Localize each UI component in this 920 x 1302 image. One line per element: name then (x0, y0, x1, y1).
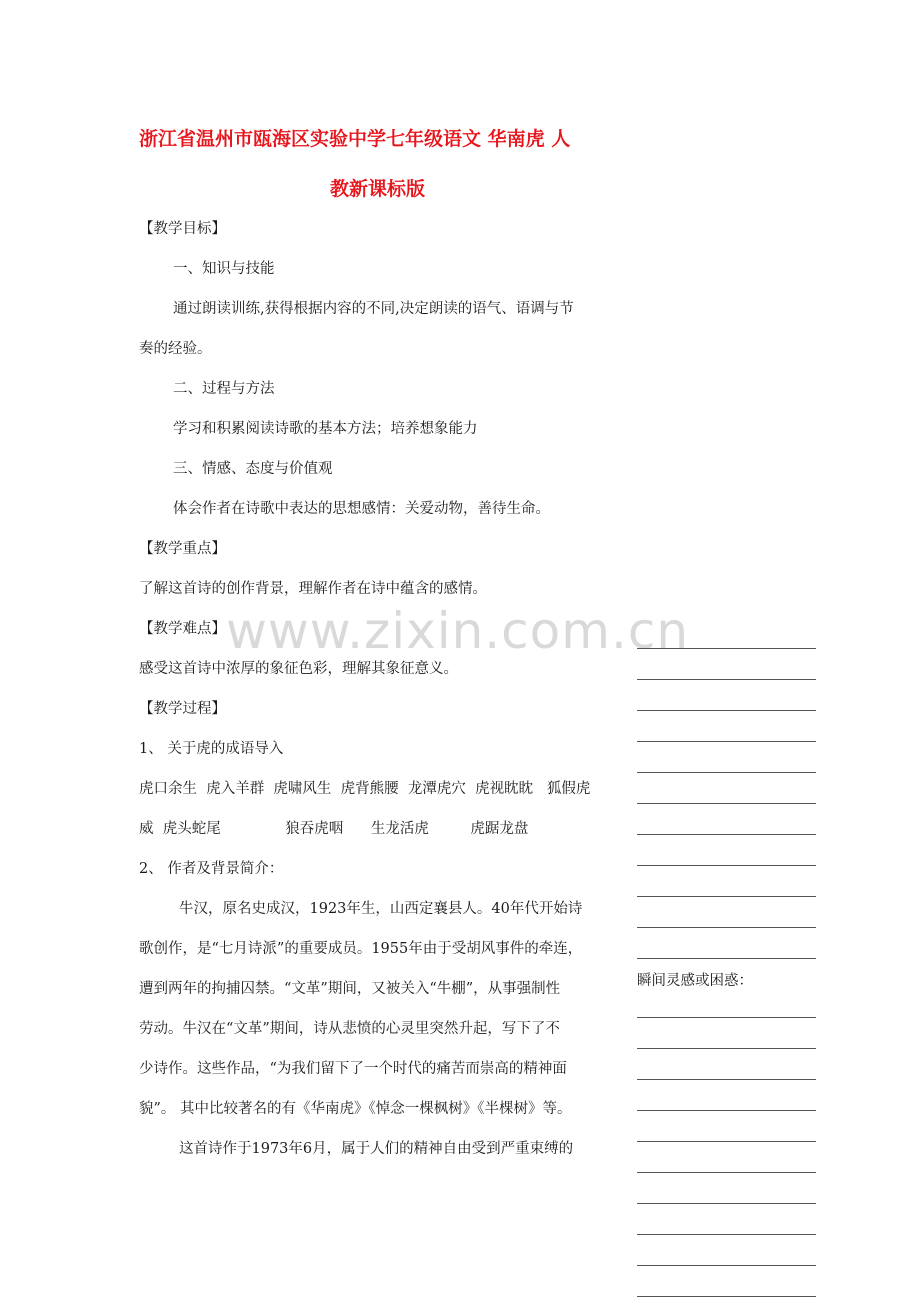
key-points-text: 了解这首诗的创作背景，理解作者在诗中蕴含的感情。 (139, 581, 487, 597)
note-line (637, 1172, 816, 1173)
objective-text-knowledge: 通过朗读训练,获得根据内容的不同,决定朗读的语气、语调与节 (173, 301, 574, 317)
author-bio-line-1: 牛汉，原名史成汉，1923年生，山西定襄县人。40年代开始诗 (179, 901, 583, 917)
objective-text-emotion: 体会作者在诗歌中表达的思想感情：关爱动物，善待生命。 (173, 501, 550, 517)
process-step-2: 2、 作者及背景简介： (139, 861, 284, 877)
idioms-line-1: 虎口余生 虎入羊群 虎啸风生 虎背熊腰 龙潭虎穴 虎视眈眈 狐假虎 (139, 781, 591, 797)
section-heading-process: 【教学过程】 (139, 701, 226, 717)
process-step-1: 1、 关于虎的成语导入 (139, 741, 284, 757)
idioms-line-2: 威 虎头蛇尾 狼吞虎咽 生龙活虎 虎踞龙盘 (139, 821, 529, 837)
author-bio-line-5: 少诗作。这些作品，“为我们留下了一个时代的痛苦而崇高的精神面 (139, 1061, 567, 1077)
note-line (637, 1079, 816, 1080)
note-line (637, 741, 816, 742)
note-line (637, 927, 816, 928)
note-line (637, 1110, 816, 1111)
background-line-1: 这首诗作于1973年6月，属于人们的精神自由受到严重束缚的 (179, 1141, 574, 1157)
watermark: www.zixin.com.cn (226, 602, 690, 660)
author-bio-line-2: 歌创作，是“七月诗派”的重要成员。1955年由于受胡风事件的牵连， (139, 941, 583, 957)
note-line (637, 679, 816, 680)
note-line (637, 710, 816, 711)
note-line (637, 865, 816, 866)
difficulties-text: 感受这首诗中浓厚的象征色彩，理解其象征意义。 (139, 661, 458, 677)
note-line (637, 1141, 816, 1142)
note-line (637, 896, 816, 897)
document-title-line-1: 浙江省温州市瓯海区实验中学七年级语文 华南虎 人 (139, 128, 571, 150)
note-line (637, 834, 816, 835)
note-line (637, 803, 816, 804)
note-line (637, 1017, 816, 1018)
note-line (637, 648, 816, 649)
note-line (637, 1265, 816, 1266)
document-title-line-2: 教新课标版 (330, 178, 426, 200)
objective-text-knowledge-cont: 奏的经验。 (139, 341, 212, 357)
section-heading-difficulties: 【教学难点】 (139, 621, 226, 637)
note-line (637, 772, 816, 773)
author-bio-line-6: 貌”。 其中比较著名的有《华南虎》《悼念一棵枫树》《半棵树》等。 (139, 1101, 572, 1117)
note-line (637, 1296, 816, 1297)
section-heading-key-points: 【教学重点】 (139, 541, 226, 557)
side-note-label: 瞬间灵感或困惑： (637, 973, 753, 989)
note-line (637, 1203, 816, 1204)
objective-text-process: 学习和积累阅读诗歌的基本方法；培养想象能力 (173, 421, 478, 437)
note-line (637, 1234, 816, 1235)
objective-heading-emotion: 三、情感、态度与价值观 (173, 461, 333, 477)
note-line (637, 958, 816, 959)
author-bio-line-3: 遭到两年的拘捕囚禁。“文革”期间，又被关入“牛棚”，从事强制性 (139, 981, 561, 997)
objective-heading-knowledge: 一、知识与技能 (173, 261, 275, 277)
section-heading-objectives: 【教学目标】 (139, 221, 226, 237)
objective-heading-process: 二、过程与方法 (173, 381, 275, 397)
note-line (637, 1048, 816, 1049)
author-bio-line-4: 劳动。牛汉在“文革”期间，诗从悲愤的心灵里突然升起，写下了不 (139, 1021, 560, 1037)
